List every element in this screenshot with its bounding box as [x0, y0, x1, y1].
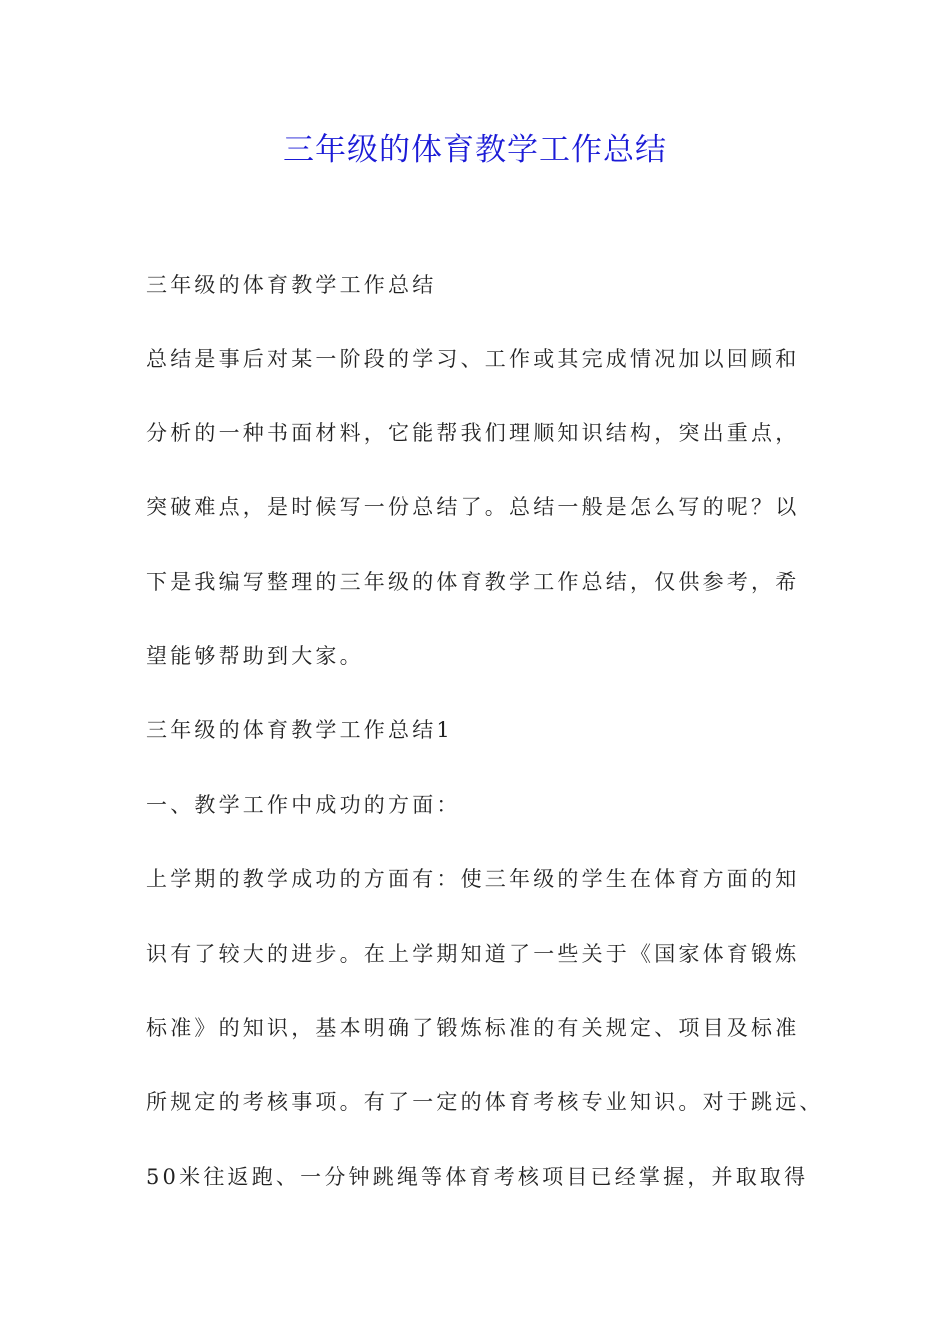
paragraph-line: 上学期的教学成功的方面有：使三年级的学生在体育方面的知: [146, 867, 800, 891]
paragraph-line: 识有了较大的进步。在上学期知道了一些关于《国家体育锻炼: [146, 942, 800, 966]
section-heading: 三年级的体育教学工作总结1: [146, 718, 453, 742]
section-heading: 三年级的体育教学工作总结: [146, 273, 437, 297]
subsection-heading: 一、教学工作中成功的方面：: [146, 793, 461, 817]
paragraph-line: 所规定的考核事项。有了一定的体育考核专业知识。对于跳远、: [146, 1090, 824, 1114]
paragraph-line: 50米往返跑、一分钟跳绳等体育考核项目已经掌握，并取取得: [146, 1165, 809, 1189]
paragraph-line: 突破难点，是时候写一份总结了。总结一般是怎么写的呢？以: [146, 495, 800, 519]
document-title: 三年级的体育教学工作总结: [283, 132, 667, 168]
paragraph-line: 总结是事后对某一阶段的学习、工作或其完成情况加以回顾和: [146, 347, 800, 371]
paragraph-line: 下是我编写整理的三年级的体育教学工作总结，仅供参考，希: [146, 570, 800, 594]
paragraph-line: 标准》的知识，基本明确了锻炼标准的有关规定、项目及标准: [146, 1016, 800, 1040]
paragraph-line: 望能够帮助到大家。: [146, 644, 364, 668]
paragraph-line: 分析的一种书面材料，它能帮我们理顺知识结构，突出重点，: [146, 421, 800, 445]
